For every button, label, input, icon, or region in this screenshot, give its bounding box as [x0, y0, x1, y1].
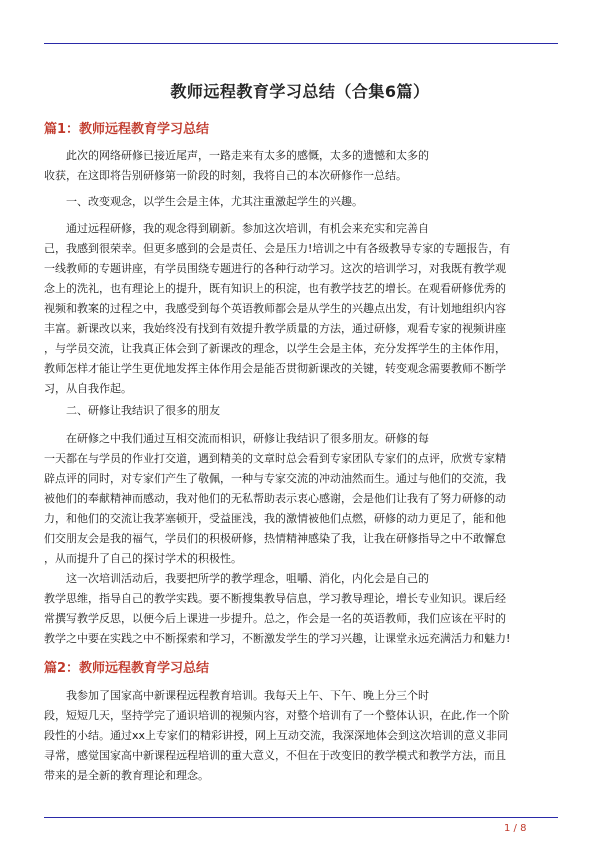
paragraph	[44, 429, 556, 569]
text-line: 己，我感到很荣幸。但更多感到的会是责任、会是压力!培训之中有各级教导专家的专题报告，有	[44, 242, 511, 255]
text-line: 力，和他们的交流让我茅塞顿开，受益匪浅，我的激情被他们点燃，研修的动力更足了，能和他	[44, 512, 506, 525]
text-line: 寻常，感觉国家高中新课程远程培训的重大意义，不但在于改变旧的教学模式和教学方法，而且	[44, 749, 506, 762]
section-heading-1: 篇1：教师远程教育学习总结	[44, 122, 210, 137]
paragraph	[44, 686, 556, 786]
text-line: 通过远程研修，我的观念得到刷新。参加这次培训，有机会来充实和完善自	[44, 222, 429, 235]
document-title: 教师远程教育学习总结（合集6篇）	[170, 82, 430, 101]
paragraph	[44, 219, 556, 399]
text-line: 视频和教案的过程之中，我感受到每个英语教师都会是从学生的兴趣点出发，有计划地组织内容	[44, 302, 506, 315]
text-line: 一线教师的专题讲座，有学员围绕专题进行的各种行动学习。这次的培训学习，对我既有教学观	[44, 262, 506, 275]
section-heading-2: 篇2：教师远程教育学习总结	[44, 661, 210, 676]
text-line: 我参加了国家高中新课程远程教育培训。我每天上午、下午、晚上分三个时	[44, 689, 429, 702]
footer-rule	[44, 817, 558, 818]
text-line: 一天都在与学员的作业打交道，遇到精美的文章时总会看到专家团队专家们的点评，欣赏专家精	[44, 452, 506, 465]
header-rule	[44, 43, 558, 44]
text-line: 收获，在这即将告别研修第一阶段的时刻，我将自己的本次研修作一总结。	[44, 169, 407, 182]
text-line: 这一次培训活动后，我要把所学的教学理念，咀嚼、消化，内化会是自己的	[44, 572, 429, 585]
text-line: 教师怎样才能让学生更优地发挥主体作用会是能否贯彻新课改的关键，转变观念需要教师不断学	[44, 362, 506, 375]
paragraph	[44, 192, 556, 212]
text-line: 段性的小结。通过xx上专家们的精彩讲授，网上互动交流，我深深地体会到这次培训的意义非同	[44, 729, 509, 742]
text-line: 二、研修让我结识了很多的朋友	[44, 404, 220, 417]
text-line: 习，从自我作起。	[44, 382, 132, 395]
text-line: 在研修之中我们通过互相交流而相识，研修让我结识了很多朋友。研修的每	[44, 432, 429, 445]
text-line: 们交朋友会是我的福气，学员们的积极研修，热情精神感染了我，让我在研修指导之中不敢懈怠	[44, 532, 506, 545]
text-line: 带来的是全新的教育理论和理念。	[44, 769, 209, 782]
text-line: 教学思维，指导自己的教学实践。要不断搜集教导信息，学习教导理论，增长专业知识。课后经	[44, 592, 506, 605]
paragraph	[44, 146, 556, 186]
text-line: 丰富。新课改以来，我始终没有找到有效提升教学质量的方法，通过研修，观看专家的视频讲座	[44, 322, 506, 335]
page-number: 1 / 8	[504, 823, 527, 834]
paragraph	[44, 401, 556, 421]
text-line: 此次的网络研修已接近尾声，一路走来有太多的感慨，太多的遗憾和太多的	[44, 149, 429, 162]
text-line: 常撰写教学反思，以便今后上课进一步提升。总之，作会是一名的英语教师，我们应该在平时的	[44, 612, 506, 625]
text-line: 辟点评的同时，对专家们产生了敬佩，一种与专家交流的冲动油然而生。通过与他们的交流，我	[44, 472, 506, 485]
text-line: ，与学员交流，让我真正体会到了新课改的理念，以学生会是主体，充分发挥学生的主体作用，	[44, 342, 506, 355]
text-line: 被他们的奉献精神而感动，我对他们的无私帮助表示衷心感谢，会是他们让我有了努力研修的动	[44, 492, 506, 505]
text-line: 段，短短几天，坚持学完了通识培训的视频内容，对整个培训有了一个整体认识，在此,作一个阶	[44, 709, 510, 722]
text-line: 一、改变观念，以学生会是主体，尤其注重激起学生的兴趣。	[44, 195, 363, 208]
text-line: 教学之中要在实践之中不断探索和学习，不断激发学生的学习兴趣，让课堂永远充满活力和魅力!	[44, 632, 511, 645]
text-line: 念上的洗礼，也有理论上的提升，既有知识上的积淀，也有教学技艺的增长。在观看研修优秀的	[44, 282, 506, 295]
paragraph	[44, 569, 556, 649]
text-line: ，从而提升了自己的探讨学术的积极性。	[44, 552, 242, 565]
